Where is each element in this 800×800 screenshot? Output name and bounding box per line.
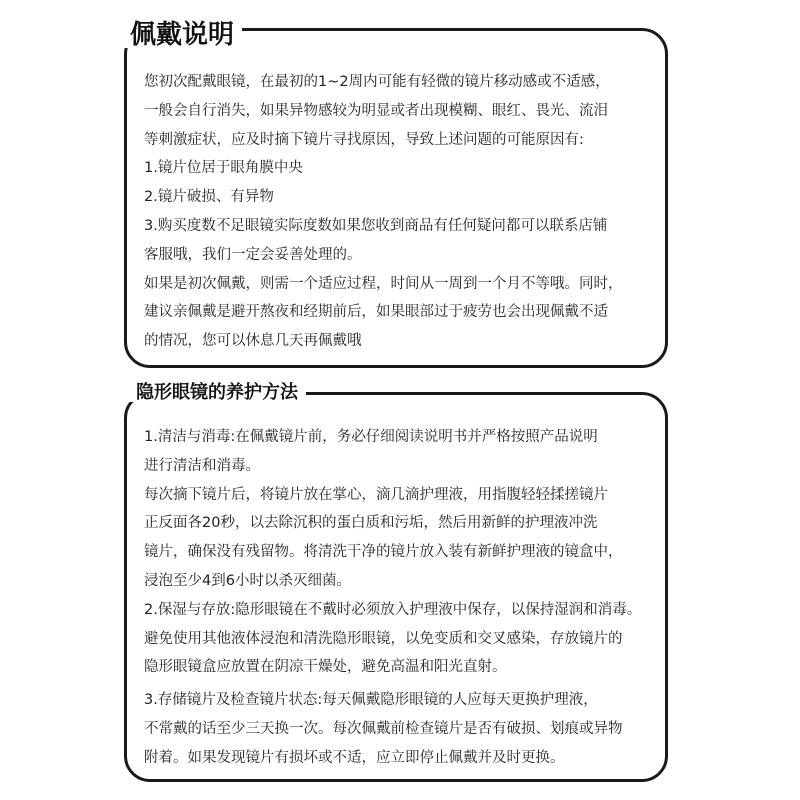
care-line: 隐形眼镜盒应放置在阴凉干燥处，避免高温和阳光直射。 <box>144 659 507 676</box>
care-line: 附着。如果发现镜片有损坏或不适，应立即停止佩戴并及时更换。 <box>144 749 565 766</box>
care-line: 3.存储镜片及检查镜片状态:每天佩戴隐形眼镜的人应每天更换护理液， <box>144 692 598 709</box>
wearing-instructions-body <box>144 68 654 356</box>
instruction-line: 3.购买度数不足眼镜实际度数如果您收到商品有任何疑问都可以联系店铺 <box>144 217 608 234</box>
instruction-line: 您初次配戴眼镜，在最初的1~2周内可能有轻微的镜片移动感或不适感， <box>144 74 610 90</box>
instruction-line: 2.镜片破损、有异物 <box>144 189 274 206</box>
instruction-line: 客服哦，我们一定会妥善处理的。 <box>144 246 362 263</box>
instruction-line: 的情况，您可以休息几天再佩戴哦 <box>144 333 362 350</box>
lens-care-body <box>144 423 660 773</box>
lens-care-title: 隐形眼镜的养护方法 <box>128 384 306 402</box>
instruction-line: 等刺激症状，应及时摘下镜片寻找原因，导致上述问题的可能原因有: <box>144 131 584 148</box>
care-line: 1.清洁与消毒:在佩戴镜片前，务必仔细阅读说明书并严格按照产品说明 <box>144 429 598 445</box>
instruction-line: 建议亲佩戴是避开熬夜和经期前后，如果眼部过于疲劳也会出现佩戴不适 <box>144 304 608 321</box>
wearing-instructions-title: 佩戴说明 <box>122 22 242 48</box>
care-line: 进行清洁和消毒。 <box>144 457 260 474</box>
care-line: 正反面各20秒，以去除沉积的蛋白质和污垢，然后用新鲜的护理液冲洗 <box>144 515 598 532</box>
care-line: 浸泡至少4到6小时以杀灭细菌。 <box>144 572 351 589</box>
instruction-line: 一般会自行消失，如果异物感较为明显或者出现模糊、眼红、畏光、流泪 <box>144 102 608 119</box>
instruction-line: 如果是初次佩戴，则需一个适应过程，时间从一周到一个月不等哦。同时， <box>144 275 623 292</box>
care-line: 避免使用其他液体浸泡和清洗隐形眼镜，以免变质和交叉感染，存放镜片的 <box>144 630 623 647</box>
care-line: 镜片，确保没有残留物。将清洗干净的镜片放入装有新鲜护理液的镜盒中， <box>144 544 623 561</box>
care-line: 2.保湿与存放:隐形眼镜在不戴时必须放入护理液中保存，以保持湿润和消毒。 <box>144 601 642 618</box>
instruction-line: 1.镜片位居于眼角膜中央 <box>144 160 303 177</box>
care-line: 不常戴的话至少三天换一次。每次佩戴前检查镜片是否有破损、划痕或异物 <box>144 720 623 737</box>
care-line: 每次摘下镜片后，将镜片放在掌心，滴几滴护理液，用指腹轻轻揉搓镜片 <box>144 486 608 503</box>
